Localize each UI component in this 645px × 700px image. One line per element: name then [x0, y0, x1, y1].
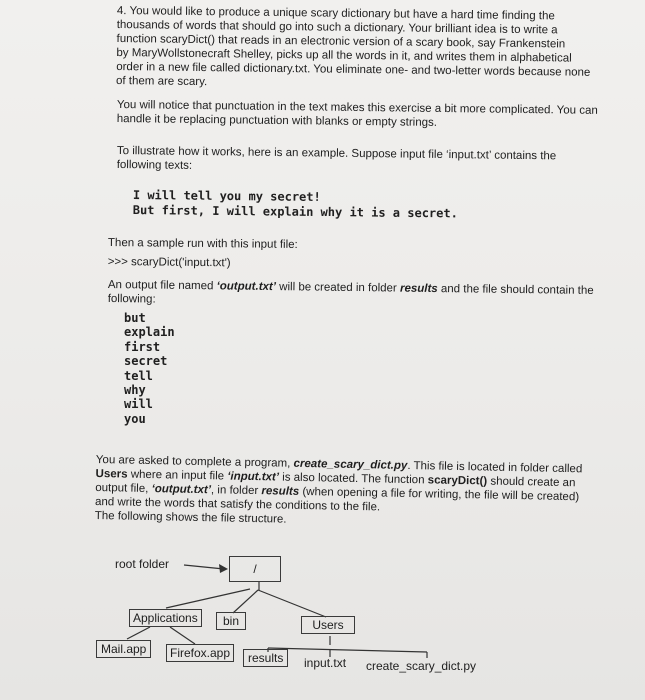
text-span: should create an — [487, 475, 576, 490]
text-span: . This file is located in folder called — [407, 459, 583, 476]
root-folder-box: / — [229, 556, 281, 582]
output-word: why — [124, 383, 146, 398]
text-line: handle it be replacing punctuation with blanks or empty strings. — [116, 112, 438, 129]
text-span: (when opening a file for writing, the file will be created) — [299, 485, 580, 504]
output-filename: ‘output.txt’ — [216, 280, 277, 294]
output-word: explain — [124, 325, 175, 340]
root-arrow-line — [184, 565, 224, 569]
text-line: The following shows the file structure. — [94, 509, 287, 526]
text-line: order in a new file called dictionary.txt. You eliminate one- and two-letter words because none — [116, 60, 591, 79]
text-span: and the file should contain the — [437, 283, 594, 297]
text-line: function scaryDict() that reads in an electronic version of a scary book, say Frankenstein — [116, 32, 566, 51]
text-span: You are asked to complete a program, — [95, 453, 294, 470]
code-line: But first, I will explain why it is a secret. — [132, 202, 458, 221]
bin-folder-box: bin — [216, 612, 246, 630]
results-folder-name: results — [399, 282, 438, 296]
output-word: will — [124, 397, 153, 412]
text-line: Then a sample run with this input file: — [107, 236, 298, 251]
text-span: An output file named — [107, 278, 217, 293]
text-span: where an input file — [127, 468, 228, 483]
text-span: is also located. The function — [278, 471, 428, 487]
script-file-label: create_scary_dict.py — [366, 659, 477, 673]
root-folder-label: root folder — [115, 557, 170, 571]
script-filename: create_scary_dict.py — [293, 457, 408, 472]
text-line: 4. You would like to produce a unique scary dictionary but have a hard time finding the — [116, 4, 555, 23]
output-word: but — [124, 311, 146, 325]
output-word: first — [124, 339, 161, 354]
users-children-bar — [268, 648, 427, 652]
branch-firefox — [170, 627, 195, 644]
root-arrow-head — [219, 564, 228, 573]
text-span: will be created in folder — [275, 281, 401, 295]
sample-call: >>> scaryDict('input.txt') — [107, 255, 231, 270]
firefox-app-box: Firefox.app — [166, 644, 234, 662]
text-line: following: — [107, 292, 156, 306]
branch-users — [258, 590, 326, 617]
output-filename: ‘output.txt’ — [151, 483, 212, 497]
text-line: following texts: — [116, 158, 193, 172]
mail-app-box: Mail.app — [96, 640, 151, 658]
text-span: output file, — [95, 481, 152, 496]
branch-bin — [233, 590, 258, 613]
branch-mail — [127, 627, 150, 639]
input-file-label: input.txt — [304, 656, 347, 670]
code-line: I will tell you my secret! — [132, 188, 321, 204]
applications-folder-box: Applications — [129, 609, 202, 627]
text-line: To illustrate how it works, here is an example. Suppose input file ‘input.txt’ contains the — [116, 144, 557, 163]
text-line: and write the words that satisfy the conditions to the file. — [94, 495, 381, 514]
text-line: by MaryWollstonecraft Shelley, picks up all the words in it, and writes them in alphabetical — [116, 46, 572, 65]
output-word: tell — [124, 368, 153, 383]
users-folder-name: Users — [95, 467, 128, 481]
text-line: of them are scary. — [115, 74, 208, 89]
output-word: you — [124, 411, 146, 426]
text-line: thousands of words that should go into such a dictionary. Your brilliant idea is to write a — [116, 18, 558, 37]
users-folder-box: Users — [301, 616, 355, 634]
text-span: , in folder — [210, 484, 262, 498]
results-folder-box: results — [243, 649, 288, 667]
function-name: scaryDict() — [427, 474, 488, 488]
output-word: secret — [124, 354, 168, 369]
text-line: You will notice that punctuation in the text makes this exercise a bit more complicated. You can — [116, 98, 598, 117]
input-filename: ‘input.txt’ — [227, 470, 280, 484]
branch-applications — [166, 589, 250, 608]
results-folder-name: results — [261, 485, 300, 498]
